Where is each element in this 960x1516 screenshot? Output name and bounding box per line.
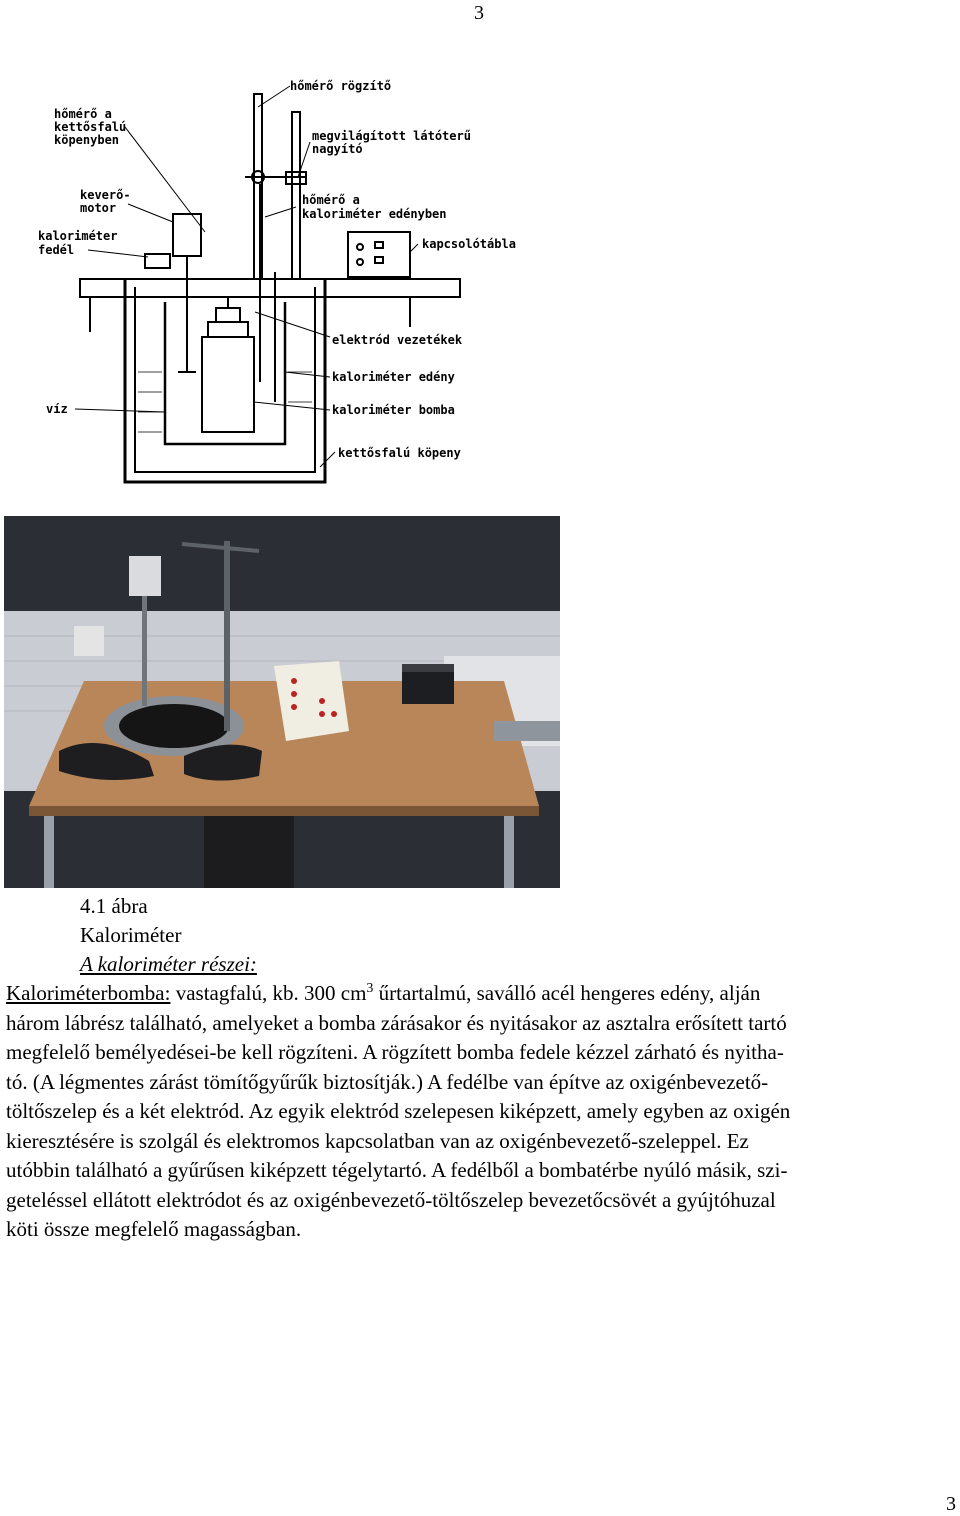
text-line-5: töltőszelep és a két elektród. Az egyik elektród szelepesen kiképzett, amely egyben az oxigén xyxy=(6,1099,791,1123)
text-line-4: tó. (A légmentes zárást tömítőgyűrűk biztosítják.) A fedélbe van építve az oxigénbevezető- xyxy=(6,1069,769,1094)
term-kalorimeterbomba: Kaloriméterbomba: xyxy=(6,981,171,1005)
label-homero-kopeny-3: köpenyben xyxy=(54,133,120,147)
text-line-6: kieresztésére is szolgál és elektromos kapcsolatban van az oxigénbevezető-szeleppel. Ez xyxy=(6,1128,749,1153)
label-kapcsolotabla: kapcsolótábla xyxy=(422,237,516,251)
label-homero-edeny-2: kaloriméter edényben xyxy=(302,207,447,221)
page-number-bottom: 3 xyxy=(946,1493,956,1515)
text-line-1: Kaloriméterbomba: vastagfalú, kb. 300 $cm^3$ űrtartalmú, saválló acél hengeres edény, alján xyxy=(6,981,761,1005)
text-line-2: három lábrész található, amelyeket a bomba zárásakor és nyitásakor az asztalra erősített tartó xyxy=(6,1010,787,1035)
label-edeny: kaloriméter edény xyxy=(332,370,455,384)
label-kopeny: kettősfalú köpeny xyxy=(338,446,461,460)
text-line-7: utóbbin található a gyűrűsen kiképzett tégelytartó. A fedélből a bombatérbe nyúló másik, szi- xyxy=(6,1158,788,1182)
label-homero-kopeny-1: hőmérő a xyxy=(54,107,112,121)
superscript-3: 3 xyxy=(366,981,374,996)
page-number-top: 3 xyxy=(474,2,484,24)
label-homero-rogzito: hőmérő rögzítő xyxy=(290,79,392,93)
figure-number: 4.1 ábra xyxy=(80,894,148,918)
label-homero-edeny-1: hőmérő a xyxy=(302,193,360,207)
label-megvilagitott-1: megvilágított látóterű xyxy=(312,129,471,143)
figure-title: Kaloriméter xyxy=(80,923,182,947)
label-fedel-2: fedél xyxy=(38,243,75,257)
body-paragraph xyxy=(6,979,952,1245)
text-line-8: geteléssel ellátott elektródot és az oxigénbevezető-töltőszelep bevezetőcsövét a gyújtóhuzal xyxy=(6,1187,776,1212)
label-megvilagitott-2: nagyító xyxy=(312,142,363,156)
label-fedel-1: kaloriméter xyxy=(38,229,118,243)
label-homero-kopeny-2: kettősfalú xyxy=(54,120,127,134)
label-viz: víz xyxy=(46,402,68,416)
calorimeter-photo xyxy=(4,516,560,888)
label-elektrod: elektród vezetékek xyxy=(332,333,463,347)
calorimeter-diagram xyxy=(30,72,550,502)
label-bomba: kaloriméter bomba xyxy=(332,403,455,417)
label-kevero-1: keverő- xyxy=(80,188,131,202)
section-subtitle: A kaloriméter részei: xyxy=(80,952,257,976)
calorimeter-schematic xyxy=(30,72,550,502)
calorimeter-photo-illustration xyxy=(4,516,560,888)
label-kevero-2: motor xyxy=(80,201,117,215)
text-line-3: megfelelő bemélyedései-be kell rögzíteni. A rögzített bomba fedele kézzel zárható és nyitha- xyxy=(6,1040,784,1064)
text-line-9: köti össze megfelelő magasságban. xyxy=(6,1217,302,1241)
